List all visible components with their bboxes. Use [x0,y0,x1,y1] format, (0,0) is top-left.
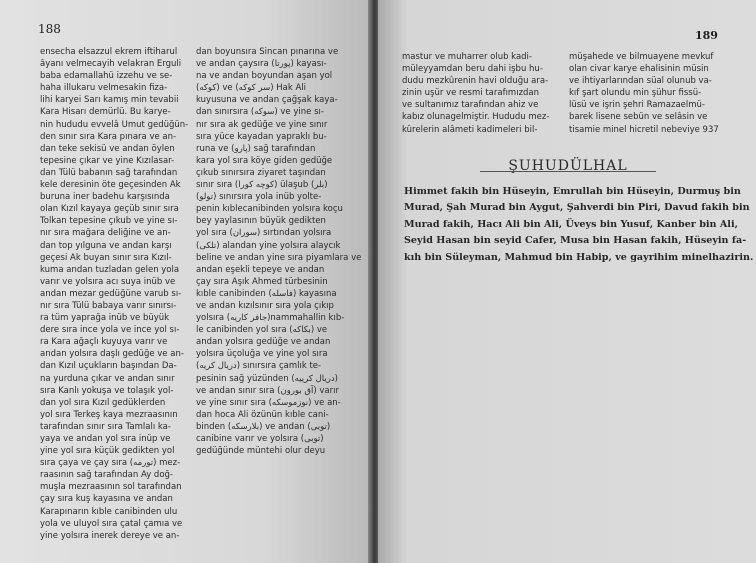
text-line: kûrelerin alâmeti kadimeleri bil- [402,124,538,135]
text-line: çıkub sınırsıra ziyaret taşından [196,167,326,178]
text-line: lihi karyei Sarı kamış min tevabii [40,95,179,106]
text-line: (دریال کریه) sınırsıra çamlık te- [196,361,322,372]
text-line: ve ihtiyarlarından süal olunub va- [569,76,712,87]
text-line: ra Kara ağaçlı kuyuya varır ve [40,337,168,348]
text-line: Kara Hisarı demürlü. Bu karye- [40,107,171,118]
text-line: yolsıra üçoluğa ve yine yol sıra [196,349,328,360]
text-line: na yurduna çıkar ve andan sınır [40,373,175,384]
text-line: ensecha elsazzul ekrem iftiharul [40,47,178,57]
text-line: nır sıra ak gedüğe ve yine sınır [196,119,328,130]
text-line: nır sıra mağara deliğine ve an- [40,228,171,239]
text-line: bey yaylasının büyük gedikten [196,216,326,227]
text-line: Himmet fakih bin Hüseyin, Emrullah bin Hüseyin, Durmuş bin [404,186,741,197]
text-line: Seyid Hasan bin seyid Cafer, Musa bin Hasan fakih, Hüseyin fa- [404,235,747,247]
text-line: le canibinden yol sıra (بکاکه) ve [196,325,328,336]
text-line: dan Kızıl uçukların başından Da- [40,361,177,372]
text-line: yine yolsıra inerek dereye ve an- [40,530,180,541]
text-line: Murad, Şah Murad bin Aygut, Şahverdi bin Piri, Davud fakih bin [404,202,750,214]
text-line: haha illukaru velmesakin fiza- [40,83,168,94]
text-line: yaya ve andan yol sıra inüp ve [40,434,171,444]
page-number-left: 188 [38,22,61,36]
text-line: dan top yılguna ve andan karşı [40,240,172,251]
text-line: ve sultanımız tarafından ahiz ve [402,100,539,111]
left-page [0,0,372,563]
text-line: müşahede ve bilmuayene mevkuf [569,52,714,62]
text-line: varır ve yolsıra acı suya inüb ve [40,276,176,287]
text-line: (تولو) sınırsıra yola inüb yolte- [196,192,322,203]
text-line: müleyyamdan beru dahi işbu hu- [402,64,543,75]
text-line: nır sıra Tülü babaya varır sınırsı- [40,300,177,311]
text-line: dudu mezkûrenin havi olduğu ara- [402,76,549,87]
text-line: Karapınarın kıble canibinden ulu [40,506,178,517]
text-line: gedüğünde müntehi olur deyu [196,446,326,457]
text-line: ra tüm yaprağa inüb ve büyük [40,313,170,324]
text-line: sıra yüce kayadan yapraklı bu- [196,131,327,142]
text-line: baba edamallahü izzehu ve se- [40,71,173,82]
text-line: pesinin sağ yüzünden (دریال کرییه) [196,373,338,384]
text-line: Tolkan tepesine çıkub ve yine sı- [40,216,178,227]
text-line: ve andan sınır sıra (آق بورون) varır [196,385,339,396]
text-line: den sınır sıra Kara pınara ve an- [40,131,177,142]
text-line: kıf şart olundu min şühur fissü- [569,88,702,99]
right-page-column-1 [402,51,562,136]
page-number-right: 189 [695,29,718,42]
text-line: canibine varır ve yolsıra (توبی) [196,434,324,444]
text-line: beline ve andan yine sıra piyamlara ve [196,252,362,263]
witness-names [404,184,754,266]
text-line: olan civar karye ehalisinin müsin [569,64,709,75]
text-line: çay sıra kuş kayasına ve andan [40,494,173,505]
left-page-column-2 [196,46,362,457]
text-line: kıble canibinden (فاسله) kayasına [196,288,337,299]
text-line: andan mezar gedüğüne varub sı- [40,288,182,299]
text-line: zinin uşür ve resmi tarafımızdan [402,88,540,99]
text-line: kara yol sıra köye giden gedüğe [196,155,333,166]
text-line: tepesine çıkar ve yine Kızılasar- [40,155,175,166]
text-line: (کوکه) ve (سر کوکه) Hak Ali [196,83,307,94]
text-line: sıra Kanlı yokuşa ve tolaşık yol- [40,385,174,396]
text-line: dan Tülü babanın sağ tarafından [40,167,178,178]
text-line: sıra çaya ve çay sıra (تورمه) mez- [40,458,181,469]
text-line: binden (بلارسکه) ve andan (توبی) [196,421,331,432]
text-line: andan yolsıra daşlı gedüğe ve an- [40,349,184,360]
text-line: kuyusuna ve andan çağşak kaya- [196,95,338,106]
text-line: buruna iner badehu karşısında [40,192,170,203]
text-line: yine yol sıra küçük gedikten yol [40,446,175,457]
right-page [378,0,756,563]
text-line: kıh bin Süleyman, Mahmud bin Habip, ve gayrihim minelhazirin. [404,251,754,263]
text-line: sınır sıra (کوچه کورا) ülaşub (بلر) [196,180,328,191]
text-line: Murad fakih, Hacı Ali bin Ali, Üveys bin Yusuf, Kanber bin Ali, [404,218,738,230]
text-line: âyanı velmecayih velakran Erguli [40,59,182,70]
text-line: dan yol sıra Kızıl gedüklerden [40,397,166,408]
text-line: yol sıra Terkeş kaya mezraasının [40,409,178,420]
text-line: mastur ve muharrer olub kadi- [402,52,532,62]
text-line: nin hududu evvelâ Umut gedüğün- [40,119,189,130]
text-line: tisamie minel hicretil nebeviye 937 [569,124,719,135]
section-heading: ŞUHUDÜLHAL [478,158,658,174]
text-line: barek lisene sebün ve selâsin ve [569,112,708,123]
text-line: na ve andan boyundan aşan yol [196,71,333,82]
text-line: muşla mezraasının sol tarafından [40,482,182,493]
text-line: (تلکی) alandan yine yolsıra alaycık [196,240,341,251]
text-line: yolsıra (جافر کاریه)nammahallin kıb- [196,313,345,324]
text-line: olan Kızıl kayaya geçüb sınır sıra [40,204,179,215]
text-line: tarafından sınır sıra Tamlalı ka- [40,421,171,432]
text-line: çay sıra Aşık Ahmed türbesinin [196,276,328,287]
text-line: geçesi Ak buyan sınır sıra Kızıl- [40,252,172,263]
text-line: penin kıblecanibinden yolsıra koçu [196,204,343,215]
text-line: kele deresinin öte geçesinden Ak [40,180,181,191]
text-line: dan sınırsıra (سوکه) ve yine sı- [196,107,324,118]
left-page-column-1 [40,46,189,542]
text-line: yol sıra (سوران) sırtından yolsıra [196,228,332,239]
text-line: dan boyunsıra Sincan pınarına ve [196,47,339,57]
text-line: runa ve (پارو) sağ tarafından [196,143,316,154]
text-line: raasının sağ tarafından Ay doğ- [40,470,173,481]
text-line: dan hoca Ali özünün kıble cani- [196,409,329,420]
text-line: kuma andan tuzladan gelen yola [40,264,180,275]
text-line: andan yolsıra gedüğe ve andan [196,337,331,348]
text-line: ve yine sınır sıra (نوزموسکه) ve an- [196,397,341,408]
text-line: dere sıra ince yola ve ince yol sı- [40,325,180,336]
right-page-column-2 [569,51,729,136]
text-line: lüsü ve işrin şehri Ramazaelmü- [569,100,705,111]
text-line: kabız olunagelmiştir. Hududu mez- [402,112,550,123]
text-line: dan teke sekisü ve andan öylen [40,143,175,154]
text-line: ve andan kızılsınır sıra yola çıkıp [196,300,334,311]
text-line: yola ve uluyol sıra çatal çamıa ve [40,518,183,529]
text-line: andan eşekli tepeye ve andan [196,264,325,275]
text-line: ve andan çaysıra (پورتا) kayası- [196,59,327,70]
